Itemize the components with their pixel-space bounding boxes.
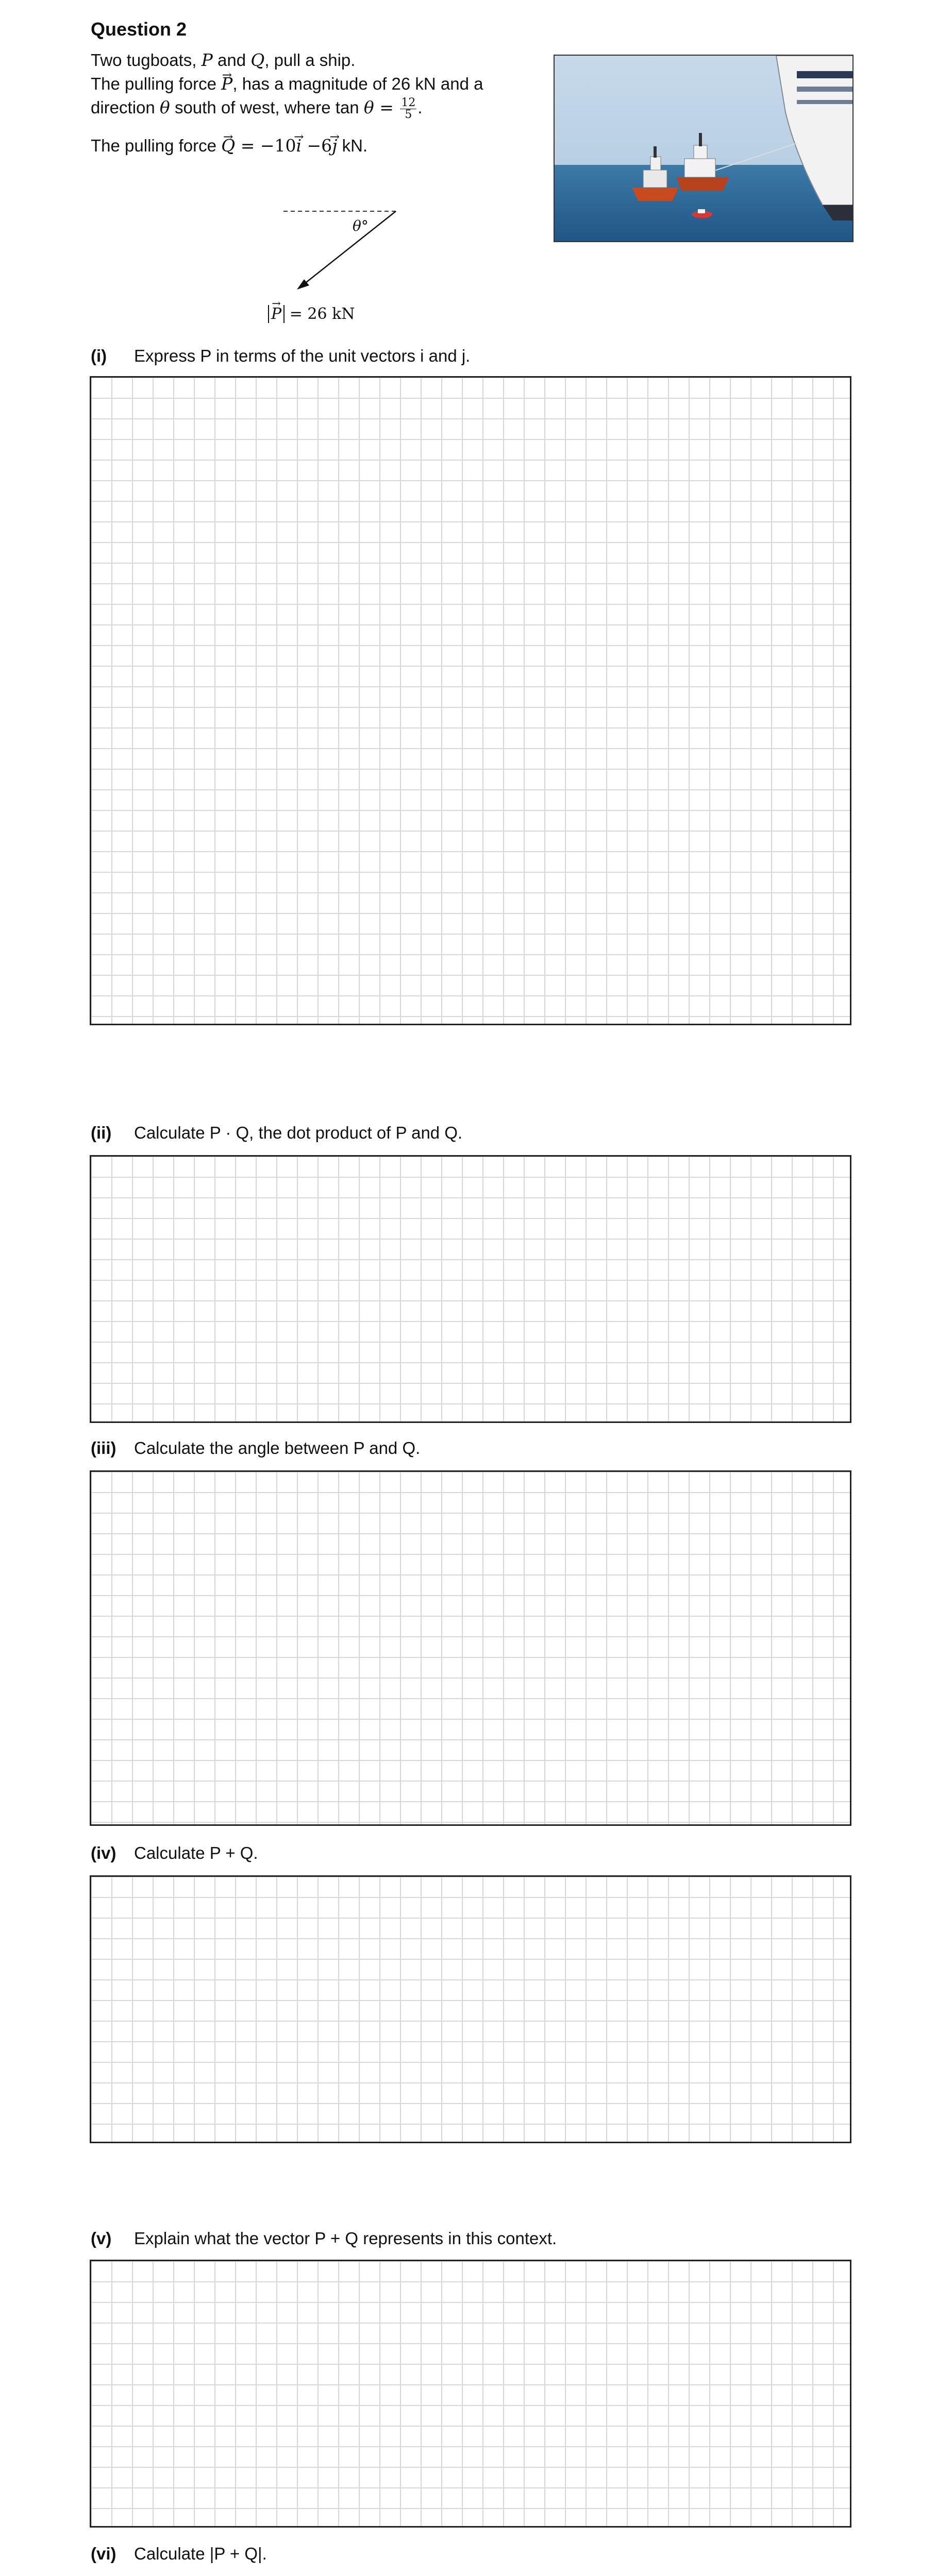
part-vi-prompt: (vi) Calculate |P + Q|.	[91, 2544, 267, 2563]
answer-grid-iii[interactable]	[90, 1470, 851, 1826]
intro-line-2: The pulling force → P, has a magnitude of 26 kN and a	[91, 72, 555, 96]
tan-fraction: $\frac{12}{5}$	[401, 96, 416, 121]
answer-grid-ii[interactable]	[90, 1155, 851, 1423]
force-p-arrow	[301, 211, 396, 286]
magnitude-label: → P = 26 kN	[268, 305, 355, 323]
angle-label: θ°	[353, 217, 369, 234]
part-iii-prompt: (iii) Calculate the angle between P and Q.	[91, 1438, 421, 1458]
part-v-prompt: (v) Explain what the vector P + Q represents in this context.	[91, 2229, 557, 2248]
vector-P: → P	[221, 72, 232, 96]
answer-grid-iv[interactable]	[90, 1875, 851, 2143]
answer-grid-i[interactable]	[90, 376, 851, 1025]
answer-grid-v[interactable]	[90, 2260, 851, 2528]
part-i-prompt: (i) Express P in terms of the unit vectors i and j.	[91, 346, 471, 365]
intro-line-4: The pulling force → Q = −10→ i −6→ j kN.	[91, 134, 555, 158]
intro-line-1: Two tugboats, P and Q, pull a ship.	[91, 50, 356, 70]
tugboat-photo	[554, 55, 854, 242]
intro-line-3: direction θ south of west, where tan θ = $\frac{12}{5}$ .	[91, 96, 423, 121]
question-title: Question 2	[91, 19, 187, 40]
part-ii-prompt: (ii) Calculate P · Q, the dot product of P and Q.	[91, 1123, 463, 1142]
part-iv-prompt: (iv) Calculate P + Q.	[91, 1843, 258, 1862]
question-intro	[91, 48, 555, 158]
